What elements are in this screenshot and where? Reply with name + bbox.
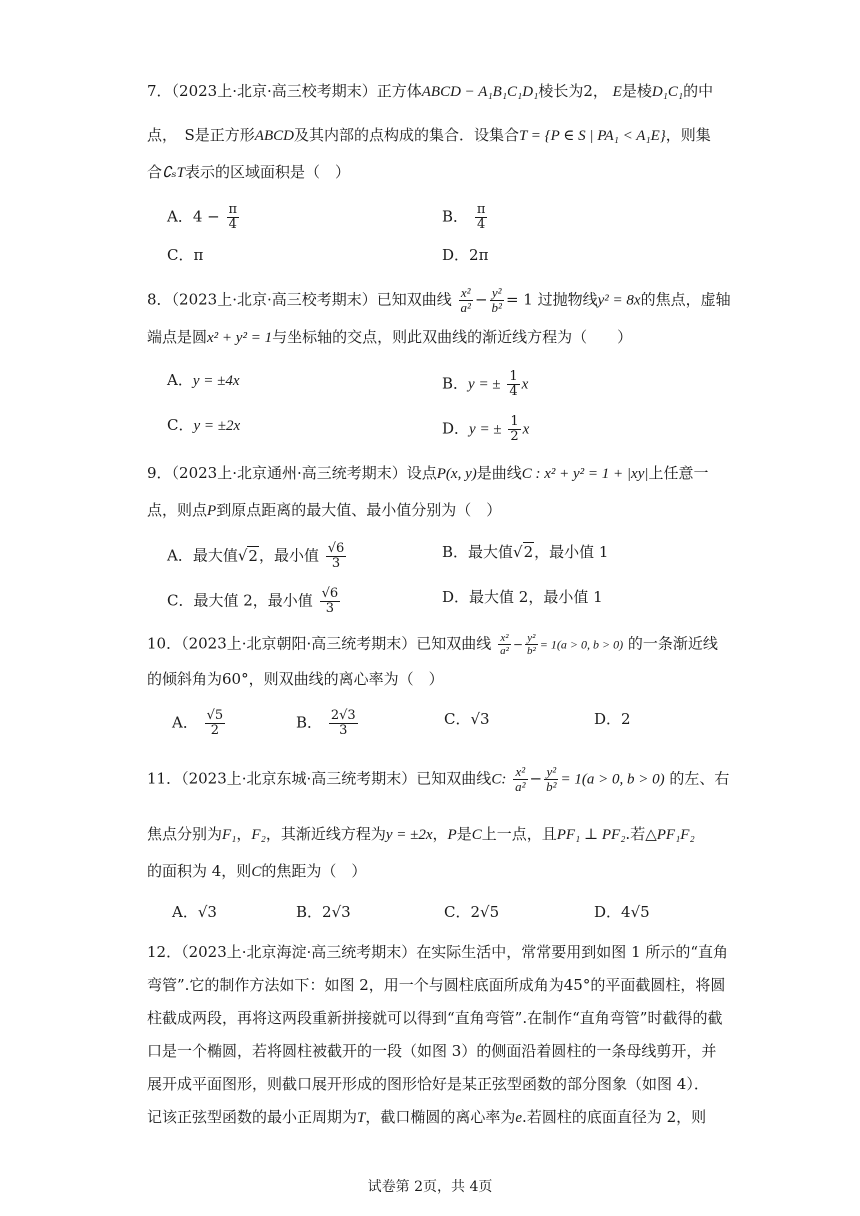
- q11-option-a[interactable]: A．√3: [172, 903, 217, 921]
- q8-stem-line-1: 8．（2023上·北京·高三校考期末）已知双曲线 $\frac{\text{x²}}{\text{a²}}$ − $\frac{\text{y²}}{\text{b²}}$ = 1 过抛物线y² = 8x的焦点，虚轴: [147, 285, 731, 315]
- q9-stem-line-1: 9．（2023上·北京通州·高三统考期末）设点P(x, y)是曲线C : x² + y² = 1 + |xy|上任意一: [147, 464, 709, 482]
- q10-option-a[interactable]: A． $\frac{√5}{2}$: [172, 708, 224, 738]
- q7-option-c[interactable]: C．π: [167, 246, 204, 264]
- q9-option-b[interactable]: B．最大值√2，最小值 1: [442, 543, 609, 561]
- q10-stem-line-2: 的倾斜角为60°，则双曲线的离心率为（ ）: [147, 670, 444, 688]
- q9-option-a[interactable]: A．最大值√2，最小值 $\frac{√6}{3}$: [167, 541, 345, 571]
- q9-option-c[interactable]: C．最大值 2，最小值 $\frac{√6}{3}$: [167, 586, 339, 616]
- q7-option-d[interactable]: D．2π: [442, 246, 489, 264]
- q8-option-d[interactable]: D．y = ± $\frac{1}{2}$ x: [442, 414, 530, 444]
- q12-stem-line-3: 柱截成两段，再将这两段重新拼接就可以得到“直角弯管”.在制作“直角弯管”时截得的截: [147, 1009, 723, 1027]
- q11-stem-line-2: 焦点分别为F₁，F₂，其渐近线方程为y = ±2x，P是C上一点，且PF₁ ⊥ PF₂.若△PF₁F₂: [147, 825, 695, 843]
- q7-option-a[interactable]: A．4 − $\frac{\pi}{4}$: [167, 202, 238, 232]
- q11-stem-line-1: 11．（2023上·北京东城·高三统考期末）已知双曲线C: $\frac{\text{x²}}{\text{a²}}$ − $\frac{\text{y²}}{\text{b²}}$ = 1(a > 0, b > 0) 的左、右: [147, 764, 730, 794]
- q9-stem-line-2: 点，则点P到原点距离的最大值、最小值分别为（ ）: [147, 501, 502, 519]
- q9-option-d[interactable]: D．最大值 2，最小值 1: [442, 588, 603, 606]
- q7-option-b[interactable]: B． $\frac{\pi}{4}$: [442, 202, 486, 232]
- q11-stem-line-3: 的面积为 4，则C的焦距为（ ）: [147, 862, 367, 880]
- q8-option-a[interactable]: A．y = ±4x: [167, 371, 240, 389]
- q12-stem-line-2: 弯管”.它的制作方法如下：如图 2，用一个与圆柱底面所成角为45°的平面截圆柱，将圆: [147, 976, 726, 994]
- q10-option-c[interactable]: C．√3: [444, 710, 490, 728]
- q7-stem-line-3: 合∁ₛT表示的区域面积是（ ）: [147, 163, 350, 181]
- q10-option-d[interactable]: D．2: [594, 710, 631, 728]
- q8-stem-line-2: 端点是圆x² + y² = 1与坐标轴的交点，则此双曲线的渐近线方程为（ ）: [147, 328, 633, 346]
- q11-option-b[interactable]: B．2√3: [296, 903, 351, 921]
- q8-option-c[interactable]: C．y = ±2x: [167, 416, 241, 434]
- q12-stem-line-5: 展开成平面图形，则截口展开形成的图形恰好是某正弦型函数的部分图象（如图 4）．: [147, 1075, 709, 1093]
- q10-stem-line-1: 10．（2023上·北京朝阳·高三统考期末）已知双曲线 $\frac{\text{x²}}{\text{a²}}$ − $\frac{\text{y²}}{\text{b²}}$ = 1(a > 0, b > 0) 的一条渐近线: [147, 632, 718, 657]
- q12-stem-line-1: 12．（2023上·北京海淀·高三统考期末）在实际生活中，常常要用到如图 1 所示的“直角: [147, 943, 729, 961]
- q7-stem-line-2: 点， S是正方形ABCD及其内部的点构成的集合．设集合T = {P ∈ S | PA₁ < A₁E}，则集: [147, 126, 711, 144]
- q12-stem-line-4: 口是一个椭圆，若将圆柱被截开的一段（如图 3）的侧面沿着圆柱的一条母线剪开，并: [147, 1042, 717, 1060]
- q10-option-b[interactable]: B． $\frac{2√3}{3}$: [296, 708, 356, 738]
- q8-option-b[interactable]: B．y = ± $\frac{1}{4}$ x: [442, 369, 529, 399]
- q7-stem-line-1: 7．（2023上·北京·高三校考期末）正方体ABCD − A₁B₁C₁D₁棱长为2， E是棱D₁C₁的中: [147, 82, 714, 100]
- q11-option-c[interactable]: C．2√5: [444, 903, 500, 921]
- q12-stem-line-6: 记该正弦型函数的最小正周期为T，截口椭圆的离心率为e.若圆柱的底面直径为 2，则: [147, 1108, 707, 1126]
- q11-option-d[interactable]: D．4√5: [594, 903, 650, 921]
- page-footer: 试卷第 2页，共 4页: [367, 1179, 493, 1195]
